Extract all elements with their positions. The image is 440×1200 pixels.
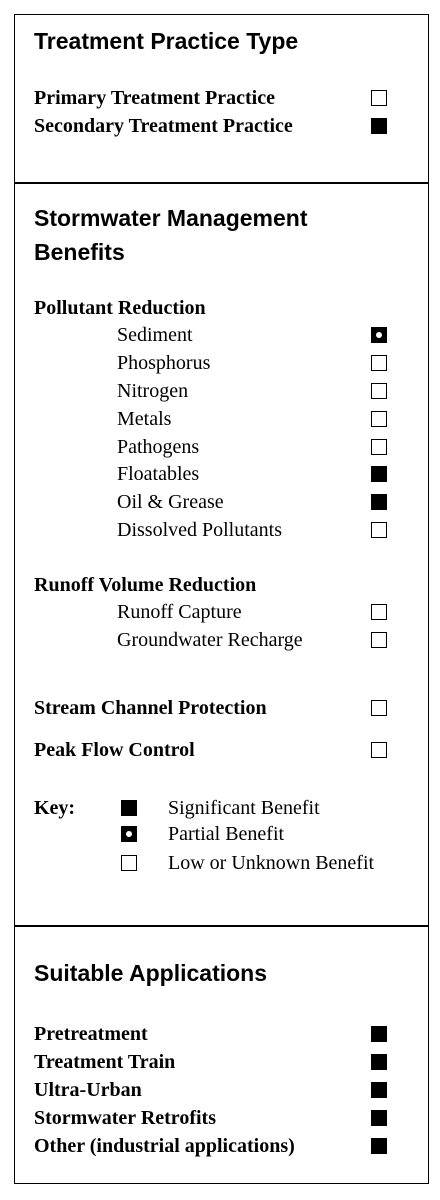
application-item-checkbox: [371, 1054, 387, 1070]
peak-flow-checkbox: [371, 742, 387, 758]
pollutant-item-label: Metals: [117, 408, 172, 430]
pollutant-item-checkbox: [371, 355, 387, 371]
treatment-heading: Treatment Practice Type: [34, 28, 299, 54]
pollutant-item-label: Nitrogen: [117, 380, 189, 402]
pollutant-item-label: Sediment: [117, 324, 193, 346]
key-partial-symbol: [121, 826, 137, 842]
stream-channel-checkbox: [371, 700, 387, 716]
treatment-item-label: Primary Treatment Practice: [34, 87, 275, 109]
pollutant-item-checkbox: [371, 522, 387, 538]
treatment-item-checkbox: [371, 118, 387, 134]
application-item-label: Treatment Train: [34, 1051, 176, 1073]
runoff-item-checkbox: [371, 604, 387, 620]
key-partial-label: Partial Benefit: [168, 823, 285, 845]
application-item-label: Stormwater Retrofits: [34, 1107, 216, 1129]
pollutant-item-checkbox: [371, 411, 387, 427]
benefits-heading-line2: Benefits: [34, 239, 125, 265]
pollutant-item-label: Phosphorus: [117, 352, 211, 374]
pollutant-item-label: Floatables: [117, 463, 200, 485]
pollutant-item-checkbox: [371, 383, 387, 399]
stream-channel-label: Stream Channel Protection: [34, 697, 267, 719]
fact-sheet-frame: [14, 14, 429, 1184]
peak-flow-label: Peak Flow Control: [34, 739, 195, 761]
benefits-heading: Stormwater Management: [34, 205, 308, 231]
key-label: Key:: [34, 797, 76, 819]
application-item-checkbox: [371, 1138, 387, 1154]
key-significant-symbol: [121, 800, 137, 816]
runoff-item-checkbox: [371, 632, 387, 648]
pollutant-item-label: Oil & Grease: [117, 491, 224, 513]
pollutant-item-label: Pathogens: [117, 436, 200, 458]
runoff-reduction-label: Runoff Volume Reduction: [34, 574, 257, 596]
pollutant-item-checkbox: [371, 439, 387, 455]
section-divider: [14, 182, 429, 184]
pollutant-item-checkbox: [371, 494, 387, 510]
application-item-label: Other (industrial applications): [34, 1135, 295, 1157]
application-item-checkbox: [371, 1026, 387, 1042]
key-low-label: Low or Unknown Benefit: [168, 852, 375, 874]
application-item-label: Pretreatment: [34, 1023, 148, 1045]
application-item-label: Ultra-Urban: [34, 1079, 142, 1101]
treatment-item-label: Secondary Treatment Practice: [34, 115, 293, 137]
pollutant-item-label: Dissolved Pollutants: [117, 519, 283, 541]
applications-heading: Suitable Applications: [34, 960, 268, 986]
key-significant-label: Significant Benefit: [168, 797, 320, 819]
application-item-checkbox: [371, 1110, 387, 1126]
runoff-item-label: Runoff Capture: [117, 601, 242, 623]
runoff-item-label: Groundwater Recharge: [117, 629, 303, 651]
key-low-symbol: [121, 855, 137, 871]
application-item-checkbox: [371, 1082, 387, 1098]
pollutant-reduction-label: Pollutant Reduction: [34, 297, 206, 319]
pollutant-item-checkbox: [371, 466, 387, 482]
treatment-item-checkbox: [371, 90, 387, 106]
pollutant-item-checkbox: [371, 327, 387, 343]
section-divider: [14, 925, 429, 927]
